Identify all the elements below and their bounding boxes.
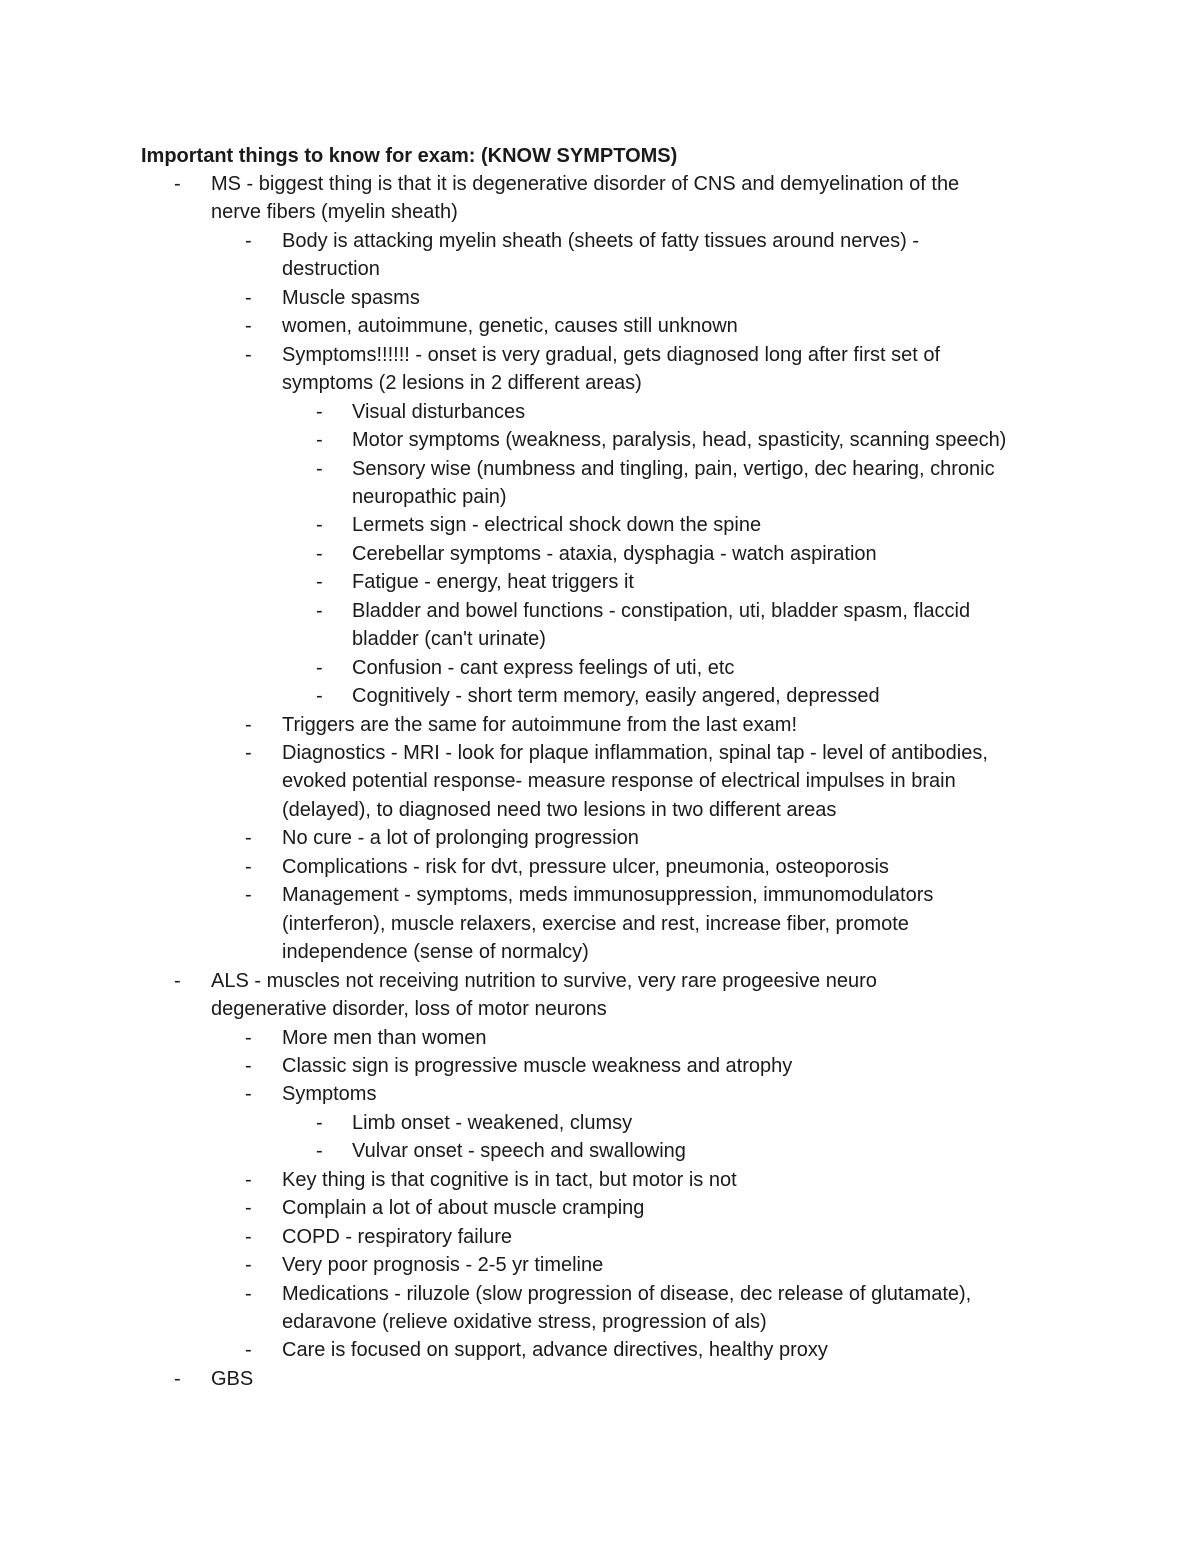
list-item-line: MS - biggest thing is that it is degenerative disorder of CNS and demyelination of the xyxy=(211,173,960,195)
bullet-dash: - xyxy=(316,400,323,423)
bullet-dash: - xyxy=(245,827,252,850)
list-item-line: Muscle spasms xyxy=(282,286,420,309)
list-item-line: Triggers are the same for autoimmune from the last exam! xyxy=(282,713,798,736)
list-item-line: bladder (can't urinate) xyxy=(352,628,546,651)
list-item-line: nerve fibers (myelin sheath) xyxy=(211,201,458,224)
list-item-line: Medications - riluzole (slow progression of disease, dec release of glutamate), xyxy=(282,1282,972,1305)
bullet-dash: - xyxy=(174,173,181,195)
list-item-line: Lermets sign - electrical shock down the spine xyxy=(352,514,762,537)
list-item-line: symptoms (2 lesions in 2 different areas) xyxy=(282,372,642,395)
list-item-line: destruction xyxy=(282,258,380,281)
list-item-line: Very poor prognosis - 2-5 yr timeline xyxy=(282,1254,604,1277)
bullet-dash: - xyxy=(245,286,252,309)
list-item-line: Body is attacking myelin sheath (sheets of fatty tissues around nerves) - xyxy=(282,229,919,252)
list-item-line: Bladder and bowel functions - constipation, uti, bladder spasm, flaccid xyxy=(352,599,971,622)
bullet-dash: - xyxy=(245,1282,252,1305)
bullet-dash: - xyxy=(316,599,323,622)
bullet-dash: - xyxy=(174,969,181,992)
bullet-dash: - xyxy=(316,1140,323,1163)
list-item-line: Limb onset - weakened, clumsy xyxy=(352,1111,633,1134)
bullet-dash: - xyxy=(316,542,323,565)
list-item-line: Confusion - cant express feelings of uti, etc xyxy=(352,656,735,679)
bullet-dash: - xyxy=(316,685,323,708)
bullet-dash: - xyxy=(245,1168,252,1191)
bullet-dash: - xyxy=(316,514,323,537)
page-title: Important things to know for exam: (KNOW SYMPTOMS) xyxy=(141,145,678,167)
list-item-line: Fatigue - energy, heat triggers it xyxy=(352,571,634,594)
bullet-dash: - xyxy=(316,571,323,594)
bullet-dash: - xyxy=(245,1026,252,1049)
list-item-line: Motor symptoms (weakness, paralysis, head, spasticity, scanning speech) xyxy=(352,429,1007,452)
list-item-line: Cognitively - short term memory, easily angered, depressed xyxy=(352,685,880,708)
bullet-dash: - xyxy=(316,656,323,679)
bullet-dash: - xyxy=(245,1197,252,1220)
bullet-dash: - xyxy=(245,884,252,907)
bullet-dash: - xyxy=(245,1225,252,1248)
bullet-dash: - xyxy=(245,1254,252,1277)
bullet-dash: - xyxy=(245,1083,252,1106)
list-item-line: Visual disturbances xyxy=(352,400,526,423)
list-item-line: degenerative disorder, loss of motor neurons xyxy=(211,998,607,1021)
bullet-dash: - xyxy=(245,315,252,338)
list-item-line: Symptoms xyxy=(282,1083,377,1106)
list-item-line: (delayed), to diagnosed need two lesions in two different areas xyxy=(282,798,837,821)
list-item-line: COPD - respiratory failure xyxy=(282,1225,513,1248)
list-item-line: neuropathic pain) xyxy=(352,485,507,508)
list-item-line: Sensory wise (numbness and tingling, pain, vertigo, dec hearing, chronic xyxy=(352,457,995,480)
bullet-dash: - xyxy=(245,229,252,252)
list-item-line: ALS - muscles not receiving nutrition to survive, very rare progeesive neuro xyxy=(211,969,877,992)
list-item-line: women, autoimmune, genetic, causes still unknown xyxy=(282,315,738,338)
bullet-dash: - xyxy=(245,742,252,764)
list-item-line: No cure - a lot of prolonging progression xyxy=(282,827,639,850)
list-item-line: evoked potential response- measure response of electrical impulses in brain xyxy=(282,770,956,793)
list-item-line: edaravone (relieve oxidative stress, progression of als) xyxy=(282,1311,767,1333)
list-item-line: More men than women xyxy=(282,1026,487,1049)
bullet-dash: - xyxy=(316,457,323,480)
bullet-dash: - xyxy=(174,1367,181,1390)
list-item-line: GBS xyxy=(211,1367,254,1390)
bullet-dash: - xyxy=(245,1054,252,1077)
list-item-line: Diagnostics - MRI - look for plaque inflammation, spinal tap - level of antibodies, xyxy=(282,742,988,764)
bullet-dash: - xyxy=(245,855,252,878)
list-item-line: Symptoms!!!!!! - onset is very gradual, gets diagnosed long after first set of xyxy=(282,343,941,366)
bullet-dash: - xyxy=(245,1339,252,1362)
list-item-line: Management - symptoms, meds immunosuppression, immunomodulators xyxy=(282,884,934,907)
list-item-line: (interferon), muscle relaxers, exercise and rest, increase fiber, promote xyxy=(282,912,909,935)
list-item-line: independence (sense of normalcy) xyxy=(282,941,589,964)
list-item-line: Cerebellar symptoms - ataxia, dysphagia - watch aspiration xyxy=(352,542,877,565)
list-item-line: Complain a lot of about muscle cramping xyxy=(282,1197,645,1220)
list-item-line: Care is focused on support, advance directives, healthy proxy xyxy=(282,1339,828,1362)
list-item-line: Key thing is that cognitive is in tact, but motor is not xyxy=(282,1168,737,1191)
list-item-line: Vulvar onset - speech and swallowing xyxy=(352,1140,686,1163)
bullet-dash: - xyxy=(245,713,252,736)
bullet-dash: - xyxy=(316,1111,323,1134)
list-item-line: Classic sign is progressive muscle weakness and atrophy xyxy=(282,1054,793,1077)
bullet-dash: - xyxy=(245,343,252,366)
bullet-dash: - xyxy=(316,429,323,452)
list-item-line: Complications - risk for dvt, pressure ulcer, pneumonia, osteoporosis xyxy=(282,855,889,878)
